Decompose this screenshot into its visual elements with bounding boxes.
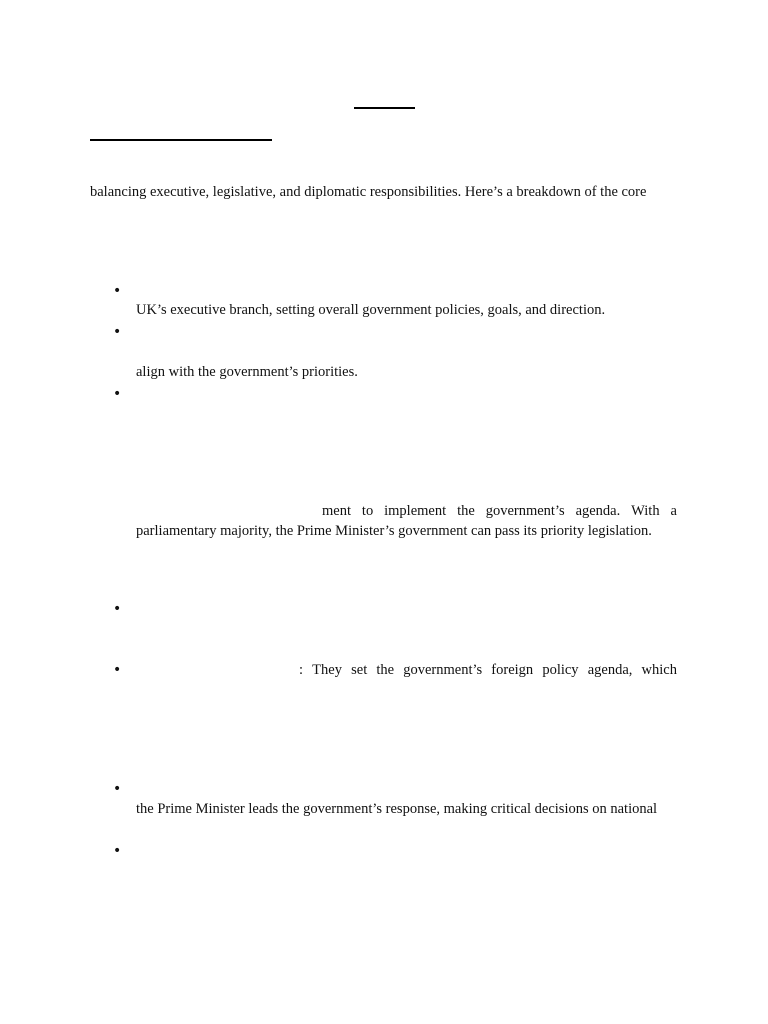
list-item-text: the Prime Minister leads the government’s response, making critical decisions on national (136, 801, 658, 817)
word: They (312, 662, 342, 678)
title-underline (354, 107, 415, 109)
word: ment (322, 503, 351, 519)
word: a (670, 503, 677, 519)
list-item-justified-line (299, 661, 677, 679)
bullet-marker: • (113, 662, 122, 678)
word: the (376, 662, 395, 678)
list-item-text: parliamentary majority, the Prime Minister’s government can pass its priority legislation. (136, 523, 652, 539)
intro-paragraph: balancing executive, legislative, and diplomatic responsibilities. Here’s a breakdown of the core (90, 184, 647, 200)
word: policy (542, 662, 579, 678)
bullet-marker: • (113, 386, 122, 402)
word: to (361, 503, 374, 519)
word: : (299, 662, 304, 678)
bullet-marker: • (113, 601, 122, 617)
word: foreign (491, 662, 534, 678)
word: the (457, 503, 475, 519)
word: agenda. (575, 503, 621, 519)
word: set (351, 662, 368, 678)
list-item-justified-line (322, 502, 677, 520)
heading-underline (90, 139, 272, 141)
word: government’s (403, 662, 483, 678)
word: which (641, 662, 677, 678)
word: With (631, 503, 660, 519)
word: implement (384, 503, 447, 519)
bullet-marker: • (113, 781, 122, 797)
bullet-marker: • (113, 843, 122, 859)
word: agenda, (587, 662, 633, 678)
bullet-marker: • (113, 324, 122, 340)
bullet-marker: • (113, 283, 122, 299)
list-item-text: align with the government’s priorities. (136, 364, 358, 380)
list-item-text: UK’s executive branch, setting overall government policies, goals, and direction. (136, 302, 606, 318)
word: government’s (485, 503, 565, 519)
